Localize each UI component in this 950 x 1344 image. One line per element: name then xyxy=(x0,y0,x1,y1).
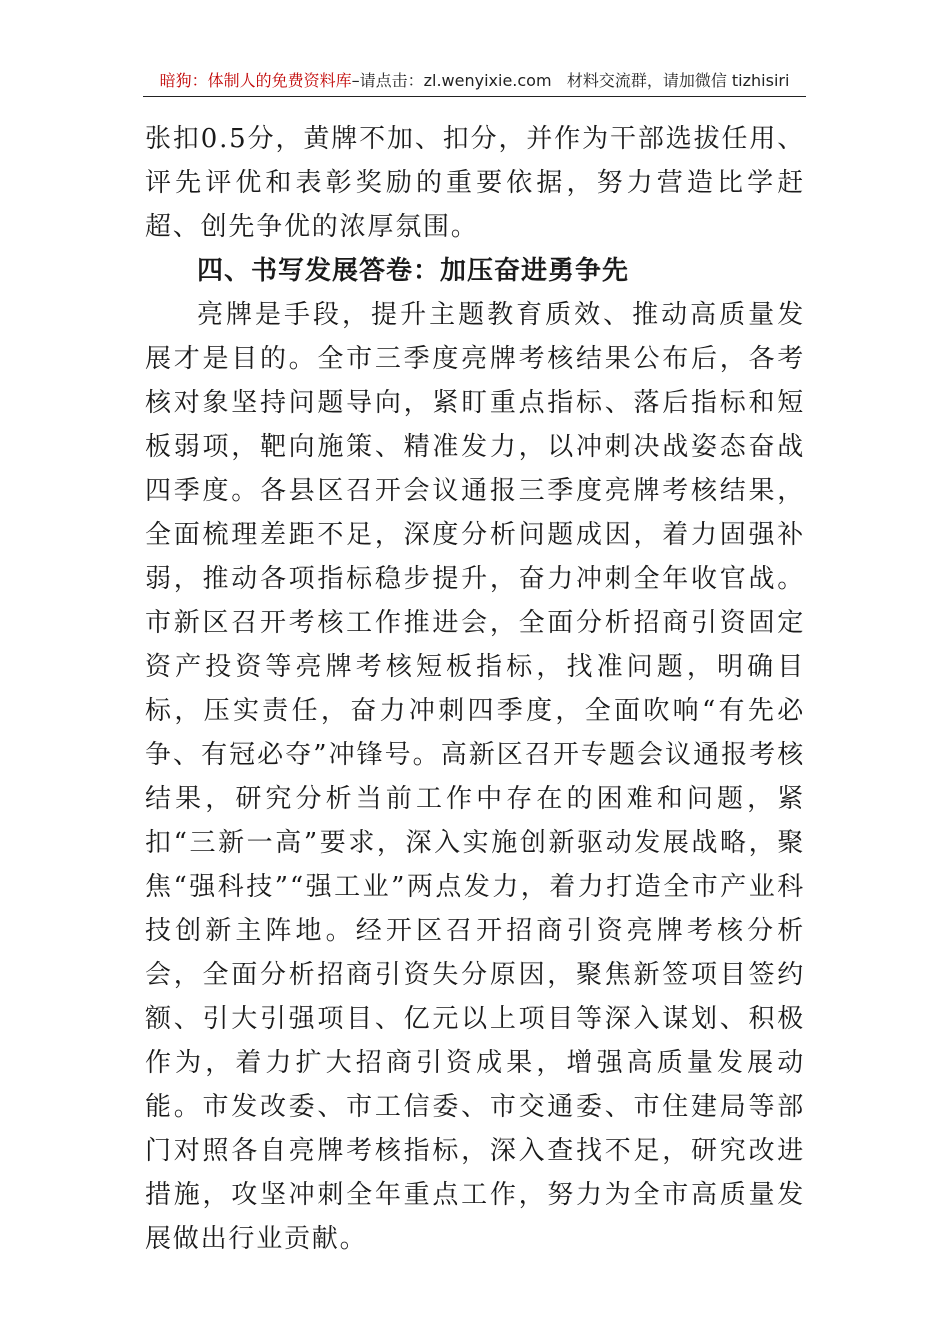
page-header xyxy=(143,66,806,97)
document-body xyxy=(145,117,805,1261)
header-site-name: 暗狗：体制人的免费资料库 xyxy=(159,71,352,90)
header-group-text: 材料交流群，请加微信 tizhisiri xyxy=(566,71,790,90)
header-url-link[interactable]: zl.wenyixie.com xyxy=(423,71,552,90)
continued-paragraph: 张扣0.5分，黄牌不加、扣分，并作为干部选拔任用、评先评优和表彰奖励的重要依据，努力营造比学赶超、创先争优的浓厚氛围。 xyxy=(145,124,805,242)
header-click-prompt: –请点击： xyxy=(351,71,424,90)
main-paragraph: 亮牌是手段，提升主题教育质效、推动高质量发展才是目的。全市三季度亮牌考核结果公布后，各考核对象坚持问题导向，紧盯重点指标、落后指标和短板弱项，靶向施策、精准发力，以冲刺决战姿态奋战四季度。各县区召开会议通报三季度亮牌考核结果，全面梳理差距不足，深度分析问题成因，着力固强补弱，推动各项指标稳步提升，奋力冲刺全年收官战。市新区召开考核工作推进会，全面分析招商引资固定资产投资等亮牌考核短板指标，找准问题，明确目标，压实责任，奋力冲刺四季度，全面吹响“有先必争、有冠必夺”冲锋号。高新区召开专题会议通报考核结果，研究分析当前工作中存在的困难和问题，紧扣“三新一高”要求，深入实施创新驱动发展战略，聚焦“强科技”“强工业”两点发力，着力打造全市产业科技创新主阵地。经开区召开招商引资亮牌考核分析会，全面分析招商引资失分原因，聚焦新签项目签约额、引大引强项目、亿元以上项目等深入谋划、积极作为，着力扩大招商引资成果，增强高质量发展动能。市发改委、市工信委、市交通委、市住建局等部门对照各自亮牌考核指标，深入查找不足，研究改进措施，攻坚冲刺全年重点工作，努力为全市高质量发展做出行业贡献。 xyxy=(145,300,805,1254)
section-heading: 四、书写发展答卷：加压奋进勇争先 xyxy=(197,256,630,286)
